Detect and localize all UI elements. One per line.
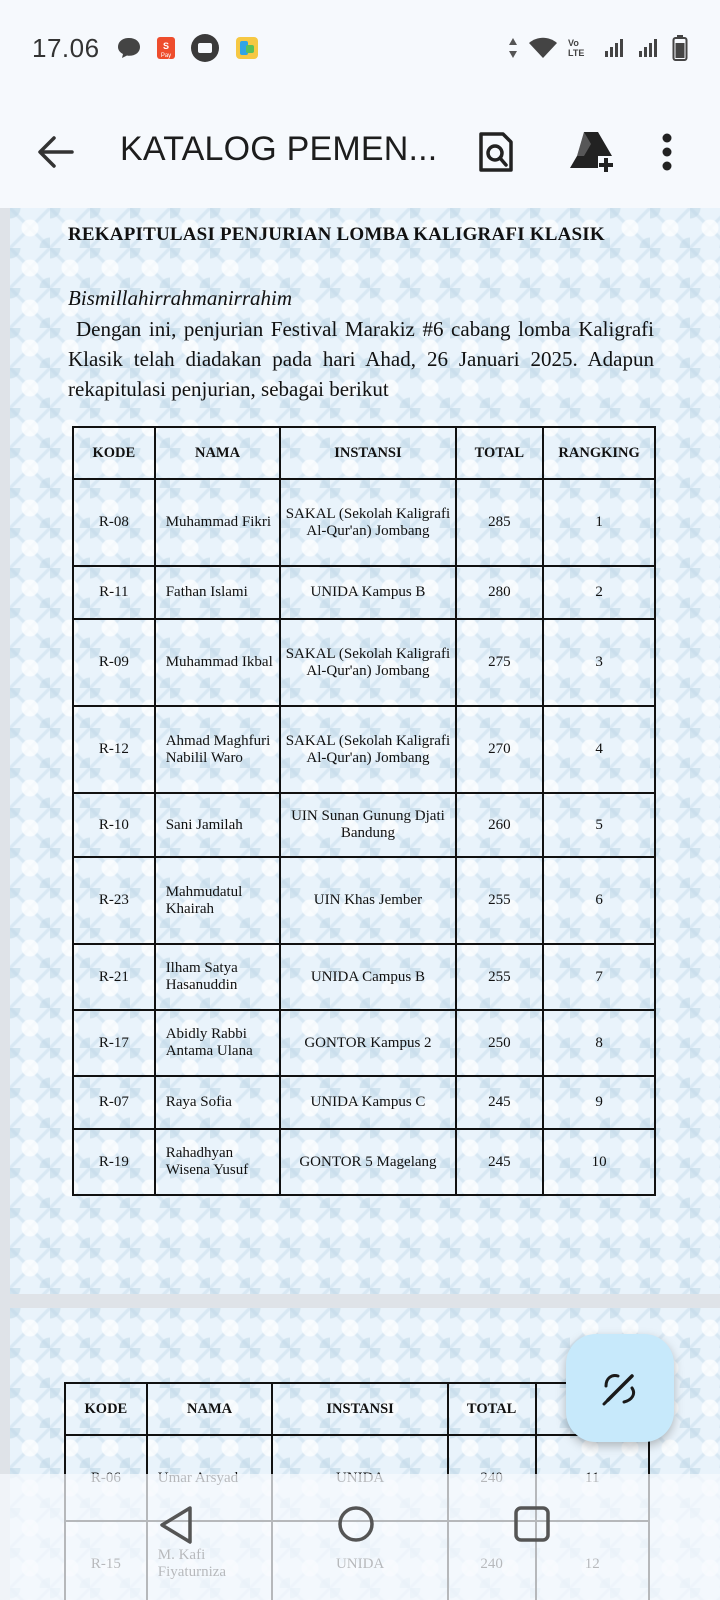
search-in-document-icon[interactable] [476,130,516,174]
cell-rangking: 6 [543,857,655,944]
cell-kode: R-23 [73,857,155,944]
header-instansi: INSTANSI [272,1383,447,1435]
header-nama: NAMA [155,427,281,479]
cell-kode: R-17 [73,1010,155,1076]
cell-total: 245 [456,1076,544,1129]
more-vert-icon[interactable] [660,130,674,174]
header-total: TOTAL [448,1383,536,1435]
volte-label: Vo LTE [568,38,585,58]
system-icons [508,34,688,62]
chat-bubble-icon [116,36,142,60]
cell-rangking: 9 [543,1076,655,1129]
cell-total: 280 [456,566,544,619]
cell-rangking: 8 [543,1010,655,1076]
header-instansi: INSTANSI [280,427,455,479]
cell-rangking: 2 [543,566,655,619]
cell-rangking: 5 [543,793,655,857]
cell-kode: R-21 [73,944,155,1010]
document-page-1 [10,208,720,1294]
shopeepay-icon [156,35,176,61]
doc-paragraph: Dengan ini, penjurian Festival Marakiz #6 cabang lomba Kaligrafi Klasik telah diadakan pada hari Ahad, 26 Januari 2025. Adapun rekapitulasi penjurian, sebagai berikut [68,317,654,401]
cell-instansi: GONTOR Kampus 2 [280,1010,455,1076]
cell-nama: Raya Sofia [155,1076,281,1129]
nav-home-icon[interactable] [336,1504,376,1544]
cell-instansi: UIN Sunan Gunung Djati Bandung [280,793,455,857]
cell-total: 255 [456,857,544,944]
nav-recents-icon[interactable] [512,1504,552,1544]
table-row [73,1076,655,1129]
cell-instansi: UNIDA Kampus B [280,566,455,619]
cell-instansi: SAKAL (Sekolah Kaligrafi Al-Qur'an) Jombang [280,706,455,793]
table-row [73,619,655,706]
header-total: TOTAL [456,427,544,479]
cell-instansi: SAKAL (Sekolah Kaligrafi Al-Qur'an) Jombang [280,479,455,566]
doc-heading: REKAPITULASI PENJURIAN LOMBA KALIGRAFI KLASIK [68,224,605,245]
cell-kode: R-07 [73,1076,155,1129]
app-toolbar [0,96,720,208]
table-row [73,1010,655,1076]
svg-text:Pay: Pay [160,53,171,59]
wifi-icon [528,36,558,60]
edit-pen-icon [598,1366,642,1410]
header-kode: KODE [65,1383,147,1435]
cell-rangking: 1 [543,479,655,566]
table-row [73,479,655,566]
table-row [73,566,655,619]
cell-nama: Muhammad Ikbal [155,619,281,706]
arrow-left-icon[interactable] [36,132,76,172]
header-rangking: RANGKING [543,427,655,479]
status-bar [0,0,720,96]
cell-total: 285 [456,479,544,566]
cell-kode: R-11 [73,566,155,619]
table-row [73,1129,655,1195]
cell-kode: R-10 [73,793,155,857]
store-app-icon [234,35,260,61]
cell-nama: Ahmad Maghfuri Nabilil Waro [155,706,281,793]
cell-nama: Sani Jamilah [155,793,281,857]
signal-icon [604,37,628,59]
table-row [73,857,655,944]
cell-nama: Rahadhyan Wisena Yusuf [155,1129,281,1195]
cell-kode: R-12 [73,706,155,793]
battery-icon [672,34,688,62]
cell-total: 270 [456,706,544,793]
cell-total: 275 [456,619,544,706]
cell-total: 255 [456,944,544,1010]
cell-kode: R-09 [73,619,155,706]
cell-instansi: GONTOR 5 Magelang [280,1129,455,1195]
cell-rangking: 4 [543,706,655,793]
table-header-row [65,1383,649,1435]
table-row [73,944,655,1010]
cell-nama: Ilham Satya Hasanuddin [155,944,281,1010]
nav-back-icon[interactable] [156,1504,196,1546]
cell-rangking: 3 [543,619,655,706]
cell-nama: Fathan Islami [155,566,281,619]
system-nav-bar [0,1474,720,1600]
status-time: 17.06 [32,32,100,63]
header-nama: NAMA [147,1383,273,1435]
doc-salutation: Bismillahirrahmanirrahim [68,286,293,310]
cell-total: 245 [456,1129,544,1195]
svg-text:S: S [162,41,169,51]
media-app-icon [190,33,220,63]
signal-icon-2 [638,37,662,59]
notification-icons [116,33,260,63]
cell-nama: Mahmudatul Khairah [155,857,281,944]
edit-fab-button[interactable] [566,1334,674,1442]
cell-kode: R-08 [73,479,155,566]
data-arrows-icon [508,37,518,59]
table-header-row [73,427,655,479]
cell-kode: R-19 [73,1129,155,1195]
cell-instansi: SAKAL (Sekolah Kaligrafi Al-Qur'an) Jombang [280,619,455,706]
add-to-drive-icon[interactable] [568,130,616,174]
cell-total: 260 [456,793,544,857]
cell-nama: Muhammad Fikri [155,479,281,566]
cell-rangking: 10 [543,1129,655,1195]
cell-instansi: UNIDA Kampus C [280,1076,455,1129]
cell-nama: Abidly Rabbi Antama Ulana [155,1010,281,1076]
table-row [73,706,655,793]
results-table [72,426,656,1196]
document-title: KATALOG PEMEN... [120,130,438,168]
cell-instansi: UNIDA Campus B [280,944,455,1010]
cell-instansi: UIN Khas Jember [280,857,455,944]
header-kode: KODE [73,427,155,479]
cell-rangking: 7 [543,944,655,1010]
table-row [73,793,655,857]
cell-total: 250 [456,1010,544,1076]
